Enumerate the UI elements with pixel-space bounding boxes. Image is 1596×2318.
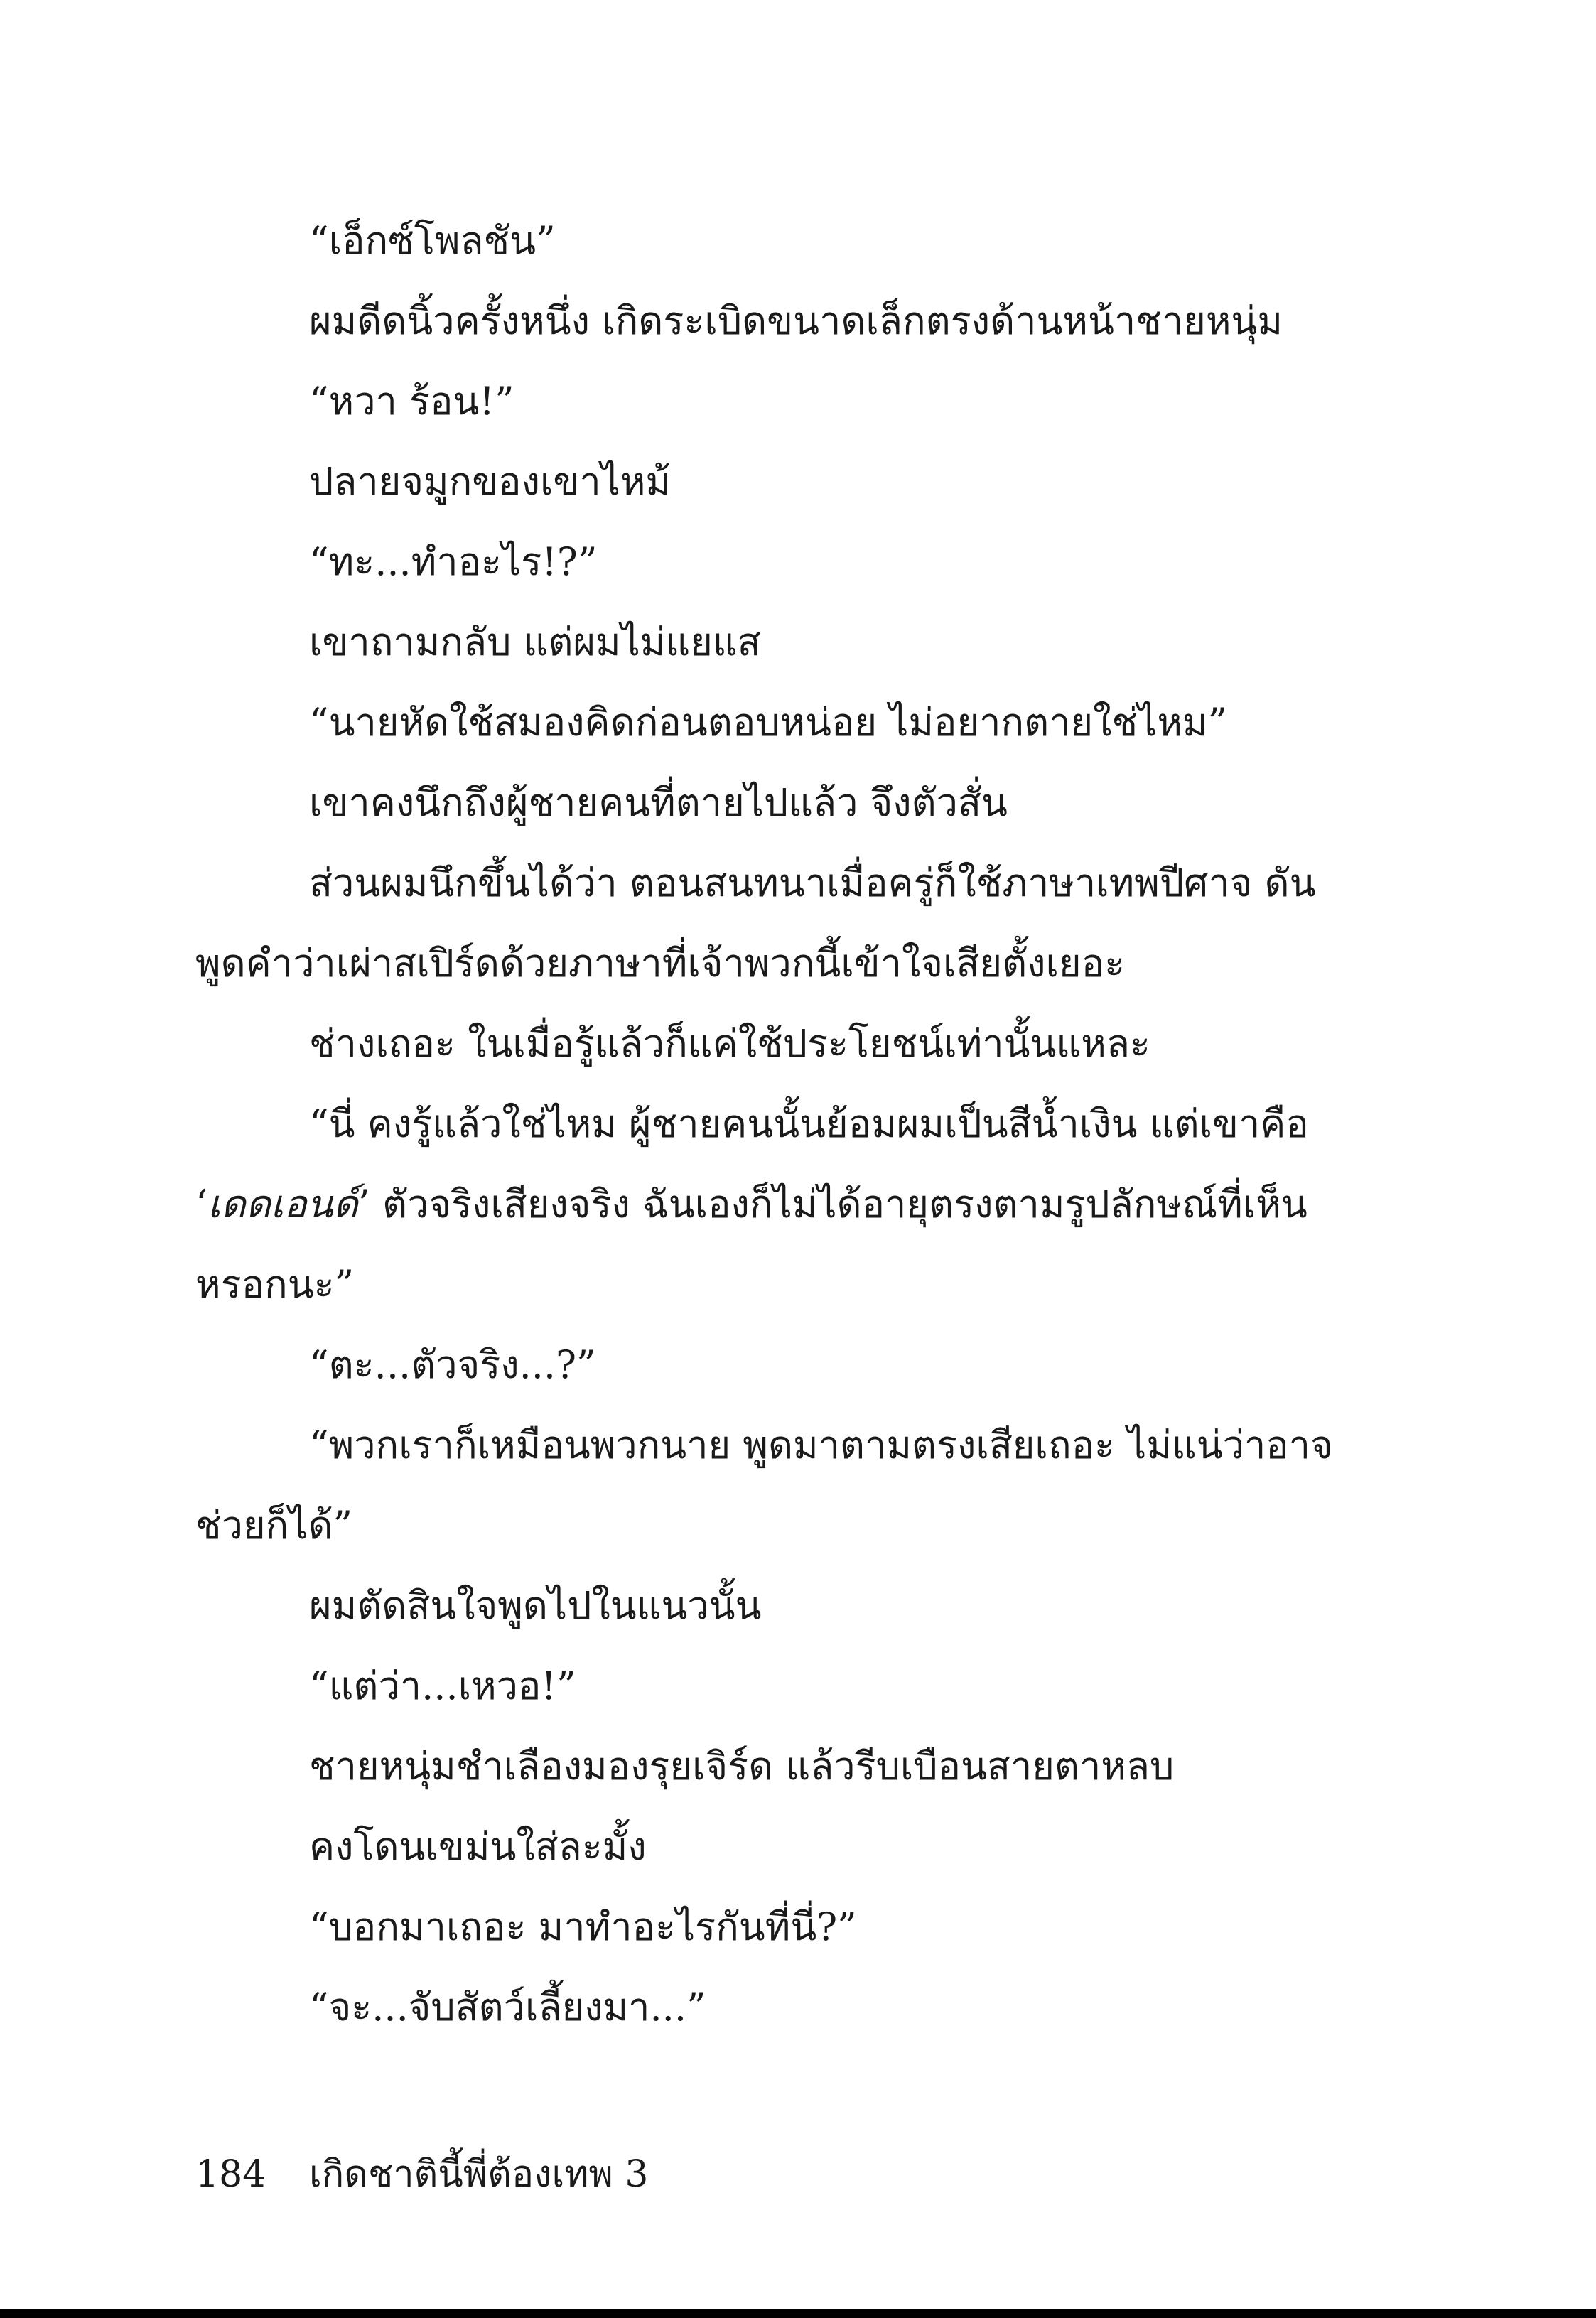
paragraph-line: ช่วยก็ได้” (195, 1503, 353, 1548)
bottom-border (0, 2309, 1596, 2318)
paragraph-line: เขาคงนึกถึงผู้ชายคนที่ตายไปแล้ว จึงตัวสั่น (309, 780, 1008, 825)
page-footer (195, 2146, 648, 2203)
paragraph-line: “พวกเราก็เหมือนพวกนาย พูดมาตามตรงเสียเถอะ ไม่แน่ว่าอาจ (309, 1423, 1333, 1467)
paragraph-line: หรอกนะ” (195, 1262, 355, 1307)
line-text: ’ ตัวจริงเสียงจริง ฉันเองก็ไม่ได้อายุตรงตามรูปลักษณ์ที่เห็น (357, 1182, 1307, 1227)
paragraph-line: เขาถามกลับ แต่ผมไม่แยแส (309, 620, 761, 664)
quote-mark: ‘ (195, 1182, 208, 1227)
paragraph-line: ช่างเถอะ ในเมื่อรู้แล้วก็แค่ใช้ประโยชน์เท่านั้นแหละ (309, 1021, 1150, 1066)
page-number: 184 (195, 2153, 266, 2196)
italic-name: เดดเอนด์ (207, 1182, 358, 1227)
paragraph-line: “หวา ร้อน!” (309, 379, 514, 424)
book-title: เกิดชาตินี้พี่ต้องเทพ 3 (309, 2153, 649, 2196)
paragraph-line: ชายหนุ่มชำเลืองมองรุยเจิร์ด แล้วรีบเบือนสายตาหลบ (309, 1744, 1175, 1789)
paragraph-line: “แต่ว่า...เหวอ!” (309, 1664, 576, 1708)
paragraph-line: ผมดีดนิ้วครั้งหนึ่ง เกิดระเบิดขนาดเล็กตรงด้านหน้าชายหนุ่ม (309, 298, 1283, 343)
paragraph-line: “นายหัดใช้สมองคิดก่อนตอบหน่อย ไม่อยากตายใช่ไหม” (309, 700, 1228, 745)
paragraph-line: พูดคำว่าเผ่าสเปิร์ดด้วยภาษาที่เจ้าพวกนี้เข้าใจเสียตั้งเยอะ (195, 941, 1126, 986)
paragraph-line: ส่วนผมนึกขึ้นได้ว่า ตอนสนทนาเมื่อครู่ก็ใช้ภาษาเทพปีศาจ ดัน (309, 861, 1316, 905)
body-text (195, 200, 1333, 2047)
paragraph-line: “บอกมาเถอะ มาทำอะไรกันที่นี่?” (309, 1904, 857, 1949)
paragraph-line: “ทะ...ทำอะไร!?” (309, 539, 598, 584)
paragraph-line: “นี่ คงรู้แล้วใช่ไหม ผู้ชายคนนั้นย้อมผมเป็นสีน้ำเงิน แต่เขาคือ (309, 1101, 1309, 1146)
paragraph-line: “เอ็กซ์โพลชัน” (309, 218, 556, 263)
paragraph-line: ผมตัดสินใจพูดไปในแนวนั้น (309, 1583, 762, 1628)
paragraph-line: ปลายจมูกของเขาไหม้ (309, 459, 672, 504)
paragraph-line: “จะ...จับสัตว์เลี้ยงมา...” (309, 1985, 706, 2029)
paragraph-line: “ตะ...ตัวจริง...?” (309, 1342, 596, 1387)
paragraph-line: คงโดนเขม่นใส่ละมั้ง (309, 1824, 647, 1869)
paragraph-line (195, 1164, 1307, 1244)
